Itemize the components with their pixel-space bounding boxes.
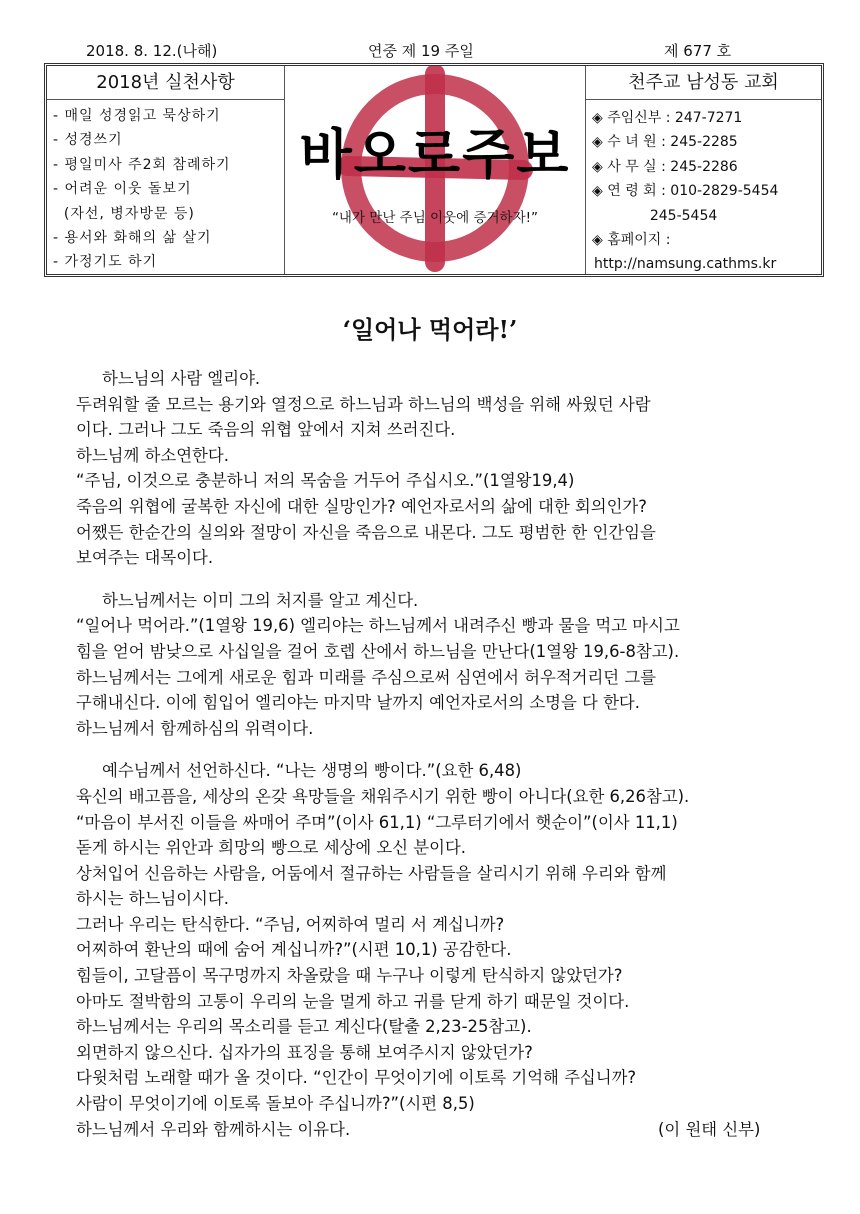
paragraph-gap [76,571,792,588]
article-line: 하느님께 하소연한다. [76,445,229,465]
article-line: 이다. 그러나 그도 죽음의 위협 앞에서 지쳐 쓰러진다. [76,420,456,440]
author-signature: (이 원태 신부) [658,1119,761,1139]
article-line: 구해내신다. 이에 힘입어 엘리야는 마지막 날까지 예언자로서의 소명을 다 한다. [76,693,640,713]
practice-item: - 평일미사 주2회 참례하기 [53,156,231,173]
paragraph-gap [76,741,792,758]
article-line: 하느님께서 함께하심의 위력이다. [76,718,314,738]
article-line: 힘을 얻어 밤낮으로 사십일을 걸어 호렙 산에서 하느님을 만난다(1열왕 19,6-8참고). [76,641,680,661]
practice-list [47,100,284,275]
article-line: 힘들이, 고달픔이 목구멍까지 차올랐을 때 누구나 이렇게 탄식하지 않았던가? [76,966,623,986]
article-title: ‘일어나 먹어라!’ [342,315,518,344]
issue-date: 2018. 8. 12.(나해) [86,42,218,60]
article-line: 예수님께서 선언하신다. “나는 생명의 빵이다.”(요한 6,48) [102,761,522,781]
contact-list [586,100,821,277]
article-line: 죽음의 위협에 굴복한 자신에 대한 실망인가? 예언자로서의 삶에 대한 회의인가? [76,496,647,516]
article-line: 아마도 절박함의 고통이 우리의 눈을 멀게 하고 귀를 닫게 하기 때문일 것이다. [76,991,630,1011]
article-line: 하느님께서는 이미 그의 처지를 알고 계신다. [102,590,419,610]
practice-item: - 매일 성경읽고 묵상하기 [53,108,221,124]
article-line: “주님, 이것으로 충분하니 저의 목숨을 거두어 주십시오.”(1열왕19,4) [76,471,575,491]
practice-item: - 가정기도 하기 [53,254,158,271]
article-line: “일어나 먹어라.”(1열왕 19,6) 엘리야는 하느님께서 내려주신 빵과 물을 먹고 마시고 [76,616,680,636]
contact-item: ◈ 사 무 실 : 245-2286 [592,158,738,175]
article-line: 어쨌든 한순간의 실의와 절망이 자신을 죽음으로 내몬다. 그도 평범한 한 인간임을 [76,522,656,542]
article-line: 하느님께서는 그에게 새로운 힘과 미래를 주심으로써 심연에서 허우적거리던 그를 [76,667,657,687]
contact-item: 245-5454 [592,207,718,224]
article-line: 다윗처럼 노래할 때가 올 것이다. “인간이 무엇이기에 이토록 기억해 주십니까? [76,1068,637,1088]
article-line: 상처입어 신음하는 사람을, 어둠에서 절규하는 사람들을 살리시기 위해 우리와 함께 [76,863,667,883]
contact-item: ◈ 수 녀 원 : 245-2285 [592,134,738,151]
article-line: 그러나 우리는 탄식한다. “주님, 어찌하여 멀리 서 계십니까? [76,914,505,934]
contact-item: ◈ 주임신부 : 247-7271 [592,110,743,126]
article-line: 하느님께서는 우리의 목소리를 듣고 계신다(탈출 2,23-25참고). [76,1017,532,1037]
contact-item: ◈ 홈페이지 : [592,232,671,249]
logo-panel [285,66,585,274]
practice-item: - 어려운 이웃 돌보기 [53,181,192,198]
article-line: 어찌하여 환난의 때에 숨어 계십니까?”(시편 10,1) 공감한다. [76,940,512,960]
contact-item: ◈ 연 령 회 : 010-2829-5454 [592,183,779,200]
header-box [44,63,824,277]
article-line: 하느님께서 우리와 함께하시는 이유다. [76,1119,351,1139]
practice-item: - 용서와 화해의 삶 살기 [53,230,212,247]
article-line: 보여주는 대목이다. [76,548,214,568]
article-line: “마음이 부서진 이들을 싸매어 주며”(이사 61,1) “그루터기에서 햇순이”(이사 11,1) [76,812,678,832]
practice-panel [47,66,285,274]
practice-title: 2018년 실천사항 [47,66,284,100]
article-line: 외면하지 않으신다. 십자가의 표징을 통해 보여주시지 않았던가? [76,1042,533,1062]
parish-panel [585,66,821,274]
homepage-link[interactable]: http://namsung.cathms.kr [594,256,777,273]
bulletin-motto: “내가 만난 주님 이웃에 증거하자!” [331,210,539,226]
masthead-line [0,40,860,62]
practice-item: - 성경쓰기 [53,132,123,149]
article-line: 돋게 하시는 위안과 희망의 빵으로 세상에 오신 분이다. [76,838,467,858]
bulletin-title: 바오로주보 [299,123,571,186]
article-line: 육신의 배고픔을, 세상의 온갖 욕망들을 채워주시기 위한 빵이 아니다(요한 6,26참고). [76,786,690,806]
liturgical-week: 연중 제 19 주일 [368,42,474,60]
practice-item: (자선, 병자방문 등) [53,205,195,222]
article-line: 하느님의 사람 엘리야. [102,369,261,388]
article-closing-line [76,1117,792,1143]
article-body [76,366,792,1142]
article-line: 하시는 하느님이시다. [76,889,229,909]
article-line: 두려워할 줄 모르는 용기와 열정으로 하느님과 하느님의 백성을 위해 싸웠던 사람 [76,394,651,414]
issue-number: 제 677 호 [664,42,732,60]
article-line: 사람이 무엇이기에 이토록 돌보아 주십니까?”(시편 8,5) [76,1094,475,1114]
parish-title: 천주교 남성동 교회 [586,66,821,100]
